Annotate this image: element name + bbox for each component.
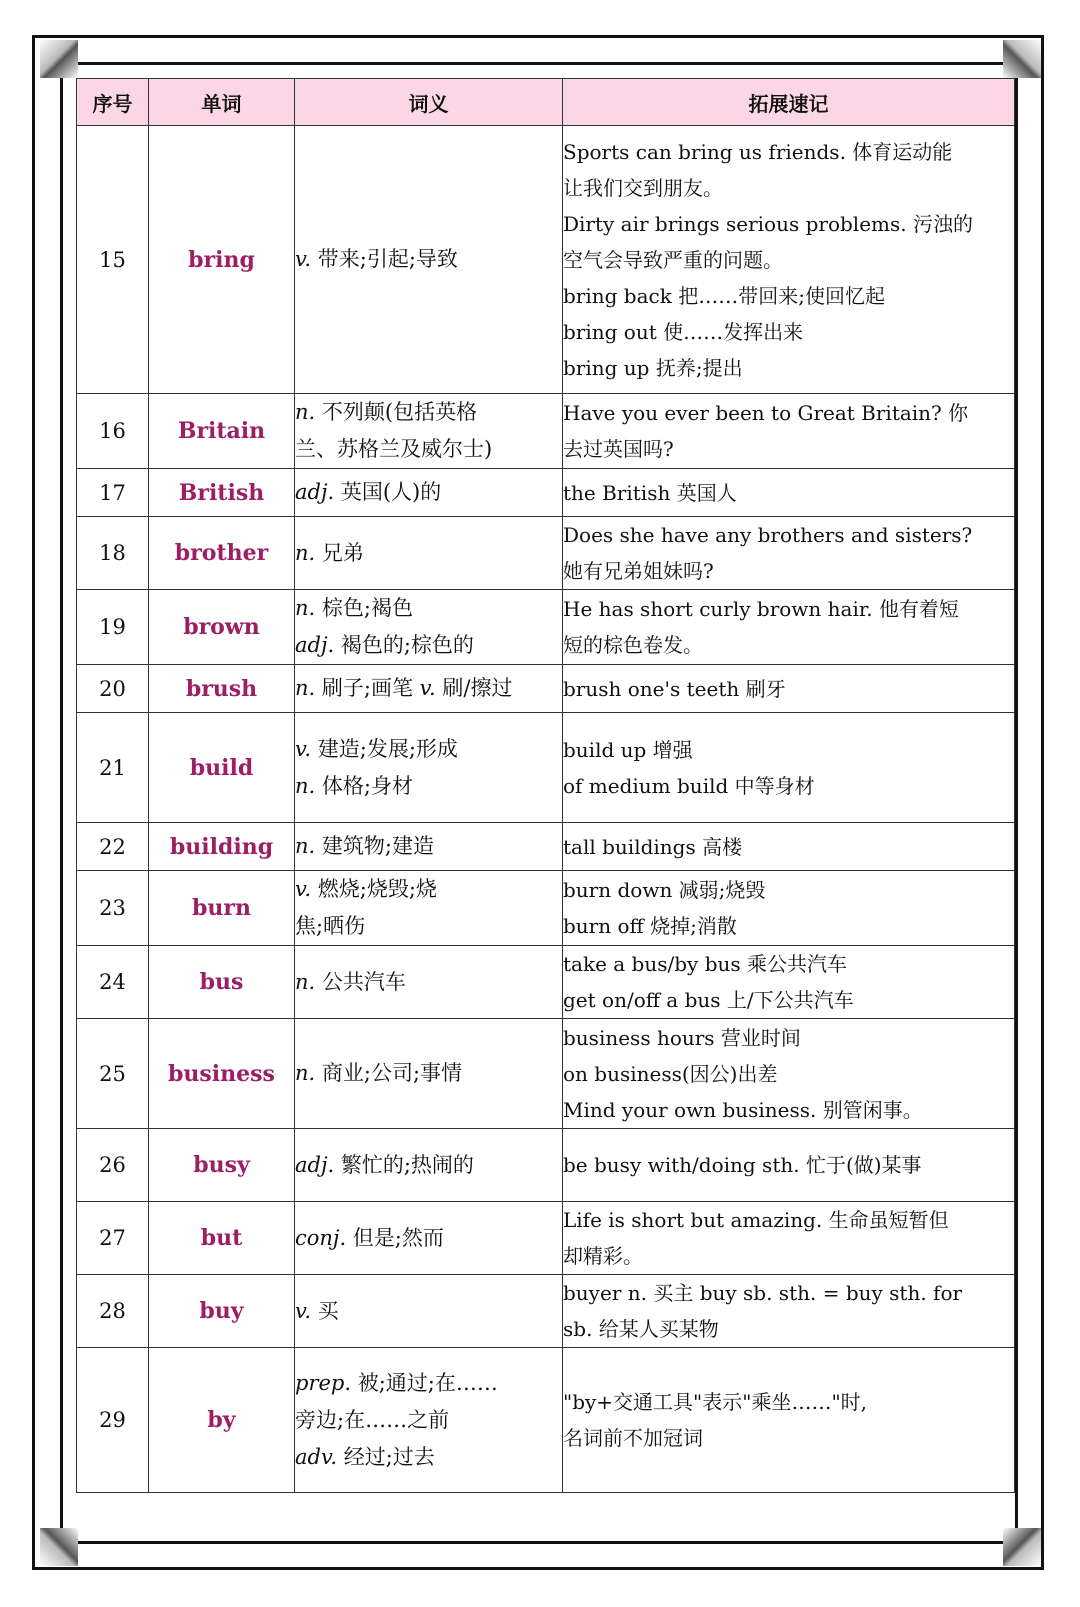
- extension-line: 却精彩。: [563, 1244, 643, 1268]
- table-row: [77, 946, 1015, 1019]
- row-meaning: [295, 823, 563, 871]
- meaning-text: 繁忙的;热闹的: [334, 1152, 474, 1177]
- meaning-text: 焦;晒伤: [295, 914, 366, 938]
- row-index: 20: [77, 665, 149, 713]
- row-meaning: [295, 1202, 563, 1275]
- row-word: brush: [149, 665, 295, 713]
- part-of-speech: adj.: [295, 633, 335, 657]
- extension-line: be busy with/doing sth. 忙于(做)某事: [563, 1153, 922, 1177]
- meaning-text: 公共汽车: [315, 969, 406, 994]
- extension-line: 她有兄弟姐妹吗?: [563, 559, 714, 583]
- table-row: [77, 713, 1015, 823]
- part-of-speech: n.: [295, 676, 316, 700]
- extension-line: the British 英国人: [563, 480, 737, 505]
- header-word: 单词: [149, 79, 295, 126]
- corner-ornament: [1003, 40, 1041, 78]
- row-word: Britain: [149, 394, 295, 469]
- row-word: burn: [149, 871, 295, 946]
- extension-line: 名词前不加冠词: [563, 1426, 703, 1450]
- extension-line: build up 增强: [563, 737, 693, 762]
- row-extension: [563, 713, 1015, 823]
- header-index: 序号: [77, 79, 149, 126]
- extension-line: brush one's teeth 刷牙: [563, 676, 786, 701]
- extension-line: burn down 减弱;烧毁: [563, 878, 766, 902]
- extension-line: buyer n. 买主 buy sb. sth. = buy sth. for: [563, 1281, 963, 1305]
- row-extension: [563, 517, 1015, 590]
- row-word: business: [149, 1019, 295, 1129]
- meaning-text: 不列颠(包括英格: [315, 400, 478, 424]
- table-row: [77, 1275, 1015, 1348]
- extension-line: business hours 营业时间: [563, 1025, 801, 1050]
- part-of-speech: n.: [295, 834, 316, 858]
- meaning-text: 但是;然而: [346, 1225, 444, 1250]
- extension-line: Sports can bring us friends. 体育运动能: [563, 139, 953, 164]
- extension-line: 空气会导致严重的问题。: [563, 247, 783, 272]
- extension-line: Life is short but amazing. 生命虽短暂但: [563, 1208, 949, 1232]
- row-extension: [563, 1275, 1015, 1348]
- table-row: [77, 126, 1015, 394]
- meaning-text: 刷子;画笔: [315, 676, 420, 700]
- extension-line: 让我们交到朋友。: [563, 175, 723, 200]
- row-extension: [563, 469, 1015, 517]
- part-of-speech: prep.: [295, 1370, 352, 1395]
- table-row: [77, 590, 1015, 665]
- row-extension: [563, 394, 1015, 469]
- extension-line: "by+交通工具"表示"乘坐……"时,: [563, 1390, 868, 1414]
- part-of-speech: adj.: [295, 480, 335, 504]
- extension-line: get on/off a bus 上/下公共汽车: [563, 988, 854, 1012]
- row-meaning: [295, 871, 563, 946]
- table-row: [77, 823, 1015, 871]
- table-row: [77, 871, 1015, 946]
- part-of-speech: n.: [295, 773, 316, 798]
- meaning-text: 体格;身材: [315, 773, 413, 798]
- table-row: [77, 665, 1015, 713]
- meaning-text: 兰、苏格兰及威尔士): [295, 437, 493, 461]
- row-meaning: [295, 1275, 563, 1348]
- row-index: 26: [77, 1129, 149, 1202]
- table-row: [77, 517, 1015, 590]
- meaning-text: 商业;公司;事情: [315, 1061, 463, 1085]
- row-word: British: [149, 469, 295, 517]
- row-meaning: [295, 1348, 563, 1493]
- extension-line: of medium build 中等身材: [563, 773, 815, 798]
- part-of-speech: v.: [295, 877, 312, 901]
- row-index: 16: [77, 394, 149, 469]
- row-index: 18: [77, 517, 149, 590]
- row-index: 25: [77, 1019, 149, 1129]
- part-of-speech: adv.: [295, 1444, 338, 1469]
- row-meaning: [295, 394, 563, 469]
- row-meaning: [295, 1129, 563, 1202]
- extension-line: He has short curly brown hair. 他有着短: [563, 597, 959, 621]
- row-index: 15: [77, 126, 149, 394]
- meaning-text: 棕色;褐色: [315, 596, 413, 620]
- row-extension: [563, 590, 1015, 665]
- row-extension: [563, 1019, 1015, 1129]
- row-index: 27: [77, 1202, 149, 1275]
- row-extension: [563, 823, 1015, 871]
- meaning-text: 褐色的;棕色的: [334, 633, 474, 657]
- table-row: [77, 1348, 1015, 1493]
- row-index: 23: [77, 871, 149, 946]
- corner-ornament: [40, 40, 78, 78]
- meaning-text: 旁边;在……之前: [295, 1407, 450, 1432]
- row-extension: [563, 1348, 1015, 1493]
- part-of-speech: n.: [295, 540, 316, 565]
- meaning-text: 经过;过去: [337, 1444, 435, 1469]
- row-word: but: [149, 1202, 295, 1275]
- meaning-text: 刷/擦过: [435, 676, 513, 700]
- row-meaning: [295, 946, 563, 1019]
- table-row: [77, 1202, 1015, 1275]
- row-meaning: [295, 1019, 563, 1129]
- extension-line: 去过英国吗?: [563, 437, 674, 461]
- row-word: by: [149, 1348, 295, 1493]
- part-of-speech: v.: [295, 1298, 312, 1323]
- row-index: 28: [77, 1275, 149, 1348]
- meaning-text: 英国(人)的: [334, 480, 442, 504]
- extension-line: tall buildings 高楼: [563, 834, 743, 859]
- meaning-text: 建筑物;建造: [315, 834, 434, 858]
- meaning-text: 建造;发展;形成: [311, 736, 458, 761]
- table-header-row: [77, 79, 1015, 126]
- row-meaning: [295, 713, 563, 823]
- part-of-speech: v.: [295, 247, 312, 271]
- header-extension: 拓展速记: [563, 79, 1015, 126]
- part-of-speech: v.: [295, 736, 312, 761]
- table-row: [77, 394, 1015, 469]
- extension-line: Does she have any brothers and sisters?: [563, 523, 973, 547]
- meaning-text: 燃烧;烧毁;烧: [311, 877, 437, 901]
- extension-line: Have you ever been to Great Britain? 你: [563, 401, 969, 425]
- table-row: [77, 1019, 1015, 1129]
- header-meaning: 词义: [295, 79, 563, 126]
- vocabulary-table: [76, 78, 1015, 1493]
- row-extension: [563, 665, 1015, 713]
- row-extension: [563, 126, 1015, 394]
- extension-line: burn off 烧掉;消散: [563, 914, 737, 938]
- corner-ornament: [40, 1528, 78, 1566]
- row-word: build: [149, 713, 295, 823]
- row-word: building: [149, 823, 295, 871]
- row-extension: [563, 1202, 1015, 1275]
- part-of-speech: n.: [295, 596, 316, 620]
- row-index: 17: [77, 469, 149, 517]
- row-index: 24: [77, 946, 149, 1019]
- extension-line: bring back 把……带回来;使回忆起: [563, 283, 885, 308]
- row-index: 21: [77, 713, 149, 823]
- row-index: 22: [77, 823, 149, 871]
- row-meaning: [295, 590, 563, 665]
- part-of-speech: adj.: [295, 1152, 335, 1177]
- part-of-speech: v.: [419, 676, 436, 700]
- meaning-text: 兄弟: [315, 540, 364, 565]
- meaning-text: 被;通过;在……: [351, 1370, 498, 1395]
- corner-ornament: [1003, 1528, 1041, 1566]
- row-meaning: [295, 469, 563, 517]
- extension-line: bring out 使……发挥出来: [563, 319, 804, 344]
- row-word: brother: [149, 517, 295, 590]
- row-index: 19: [77, 590, 149, 665]
- row-index: 29: [77, 1348, 149, 1493]
- extension-line: take a bus/by bus 乘公共汽车: [563, 952, 848, 976]
- part-of-speech: n.: [295, 969, 316, 994]
- extension-line: 短的棕色卷发。: [563, 633, 703, 657]
- row-meaning: [295, 517, 563, 590]
- part-of-speech: n.: [295, 1061, 316, 1085]
- row-meaning: [295, 126, 563, 394]
- row-meaning: [295, 665, 563, 713]
- table-row: [77, 469, 1015, 517]
- row-extension: [563, 1129, 1015, 1202]
- extension-line: on business(因公)出差: [563, 1061, 778, 1086]
- extension-line: bring up 抚养;提出: [563, 355, 743, 380]
- meaning-text: 买: [311, 1298, 339, 1323]
- extension-line: sb. 给某人买某物: [563, 1317, 719, 1341]
- row-word: buy: [149, 1275, 295, 1348]
- table-row: [77, 1129, 1015, 1202]
- part-of-speech: conj.: [295, 1225, 347, 1250]
- part-of-speech: n.: [295, 400, 316, 424]
- row-word: busy: [149, 1129, 295, 1202]
- meaning-text: 带来;引起;导致: [311, 247, 458, 271]
- row-word: bus: [149, 946, 295, 1019]
- row-word: bring: [149, 126, 295, 394]
- row-extension: [563, 946, 1015, 1019]
- extension-line: Mind your own business. 别管闲事。: [563, 1097, 923, 1122]
- extension-line: Dirty air brings serious problems. 污浊的: [563, 211, 973, 236]
- row-word: brown: [149, 590, 295, 665]
- row-extension: [563, 871, 1015, 946]
